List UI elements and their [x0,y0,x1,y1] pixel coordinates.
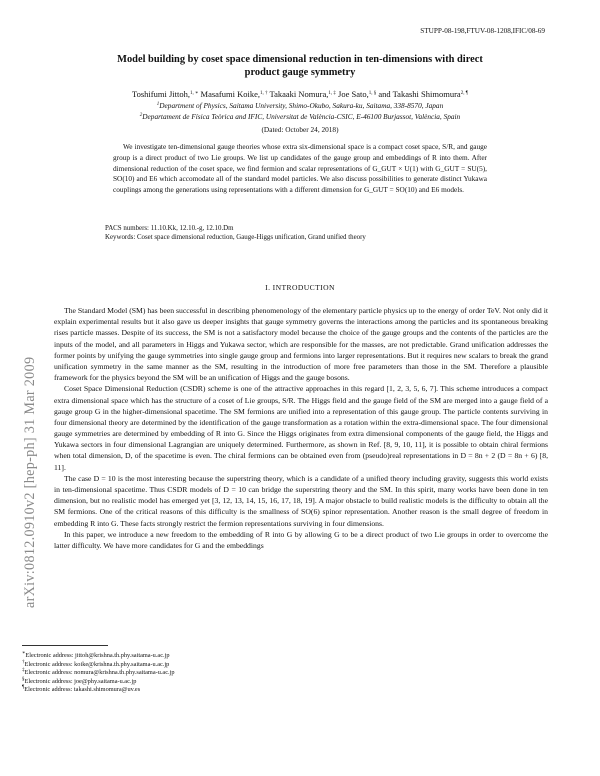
date-line: (Dated: October 24, 2018) [261,125,339,134]
author: Joe Sato, [338,89,369,99]
arxiv-identifier: arXiv:0812.0910v2 [hep-ph] 31 Mar 2009 [22,356,38,608]
footnote-text: Electronic address: takashi.shimomura@uv.es [24,686,141,694]
paragraph-4: In this paper, we introduce a new freedom to the embedding of R into G by allowing G to be a direct product of two Lie groups in order to overcome the latter difficulty. We have more candidates for G and the embeddings [54,529,548,550]
footnote [22,661,175,670]
pacs-numbers: PACS numbers: 11.10.Kk, 12.10.-g, 12.10.Dm [105,225,234,232]
report-number: STUPP-08-198,FTUV-08-1208,IFIC/08-69 [420,27,545,35]
author-mark: 1, † [260,91,268,96]
author: Toshifumi Jittoh, [132,89,190,99]
pacs-block [105,224,366,243]
title-line-2: product gauge symmetry [244,67,356,78]
section-heading: I. INTRODUCTION [265,283,335,292]
paragraph-1: The Standard Model (SM) has been successful in describing phenomenology of the elementary particle physics up to the energy of order TeV. Not only did it explain experimental results but it also gave us deeper insights that gauge symmetry governs the interactions among the particles and its spontaneous breaking rises particle masses. Despite of its success, the SM is not a satisfactory model because the choice of the gauge groups and the contents of the particles are the inputs of the model, and all parameters in Higgs and Yukawa sector, which are responsible for the masses, are not predictable. Grand unification addresses the former points by unifying the gauge symmetries into single gauge group and fermions into larger representations. But it requires new scalars to break the grand unification symmetry in the same manner as the SM, resulting in the introduction of more free parameters than those in the SM. Therefore a plausible framework for the physics beyond the SM will be an unification of Higgs and the gauge bosons. [54,306,548,383]
author-list [58,89,542,99]
affiliation-mark: 1 [156,102,160,107]
keywords: Keywords: Coset space dimensional reduction, Gauge-Higgs unification, Grand unified theory [105,234,366,242]
footnote-mark: ∗ [22,651,26,656]
author-mark: 1, ∗ [189,91,199,96]
paragraph-3: The case D = 10 is the most interesting because the superstring theory, which is a candidate of a unified theory including gravity, suggests this world exists in ten-dimensional spacetime. Thus CSDR models of D = 10 can bridge the superstring theory and the SM. In this spirit, many works have been done in ten dimension, but no realistic model has emerged yet [3, 12, 13, 14, 15, 16, 17, 18, 19]. A major obstacle to build realistic models is the difficulty to obtain all the SM fermions. One of the critical reasons of this difficulty is the smallness of SO(6) spinor representation. Another reason is the small degree of freedom in embedding R into G. These facts strongly restrict the fermion representations surviving in four dimensions. [54,473,548,528]
footnote [22,669,175,678]
introduction-body [54,305,548,551]
author: Masafumi Koike, [200,89,261,99]
footnote-mark: † [22,659,25,665]
title-line-1: Model building by coset space dimensional reduction in ten-dimensions with direct [117,54,483,65]
affiliation-text: Departament de Física Teòrica and IFIC, Universitat de València-CSIC, E-46100 Burjassot, València, Spain [142,112,461,121]
author-mark: 1, ‡ [328,91,336,96]
affiliation-2 [58,112,542,121]
footnote [22,686,175,695]
abstract: We investigate ten-dimensional gauge theories whose extra six-dimensional space is a compact coset space, S/R, and gauge group is a direct product of two Lie groups. We list up candidates of the gauge group and embeddings of R into them. After dimensional reduction of the coset space, we find fermion and scalar representations of G_GUT × U(1) with G_GUT = SU(5), SO(10) and E6 which accomodate all of the standard model particles. We also discuss possibilities to generate distinct Yukawa couplings among the generations using representations with a different dimension for G_GUT = SO(10) and E6 models. [113,142,487,195]
author-mark: 2, ¶ [460,91,468,96]
footnote [22,652,175,661]
paragraph-2: Coset Space Dimensional Reduction (CSDR) scheme is one of the attractive approaches in this regard [1, 2, 3, 5, 6, 7]. This scheme introduces a compact extra dimensional space which has the structure of a coset of Lie groups, S/R. The Higgs field and the gauge field of the SM are merged into a gauge field of a gauge group G in the higher-dimensional spacetime. The SM fermions are unified into a representation of this gauge group. The particle contents surviving in four dimensional theory are determined by the identification of the gauge transformation as a rotation within the extra-dimensional space. The four dimensional gauge symmetries are determined by embedding of R into G. Since the Higgs originates from extra dimensional components of the gauge field, the Higgs and Yukawa sectors in four dimensional Lagrangian are uniquely determined. Furthermore, as shown in Ref. [8, 9, 10, 11], it is possible to obtain chiral fermions when total dimension, D, of the spacetime is even. The chiral fermions can be obtained even from (pseudo)real representations in D = 8n + 2 (D = 8n + 6) [8, 11]. [54,384,548,472]
author: Takaaki Nomura, [269,89,329,99]
footnote-text: Electronic address: nomura@krishna.th.phy.saitama-u.ac.jp [24,669,175,677]
footnote-mark: ‡ [22,668,25,674]
footnote-text: Electronic address: jittoh@krishna.th.phy.saitama-u.ac.jp [25,652,170,659]
footnote-text: Electronic address: koike@krishna.th.phy.saitama-u.ac.jp [24,660,170,668]
footnote-mark: § [22,676,25,682]
footnote-text: Electronic address: joe@phy.saitama-u.ac.jp [24,677,137,685]
paper-title [58,53,542,79]
affiliation-mark: 2 [139,113,143,118]
footnote-mark: ¶ [22,685,25,691]
footnote-rule [22,645,108,646]
affiliation-text: Department of Physics, Saitama University, Shimo-Okubo, Sakura-ku, Saitama, 338-8570, Japan [159,101,444,110]
author-mark: 1, § [368,91,377,96]
footnotes [22,652,175,695]
affiliation-1 [58,101,542,110]
author: and Takashi Shimomura [378,89,461,99]
